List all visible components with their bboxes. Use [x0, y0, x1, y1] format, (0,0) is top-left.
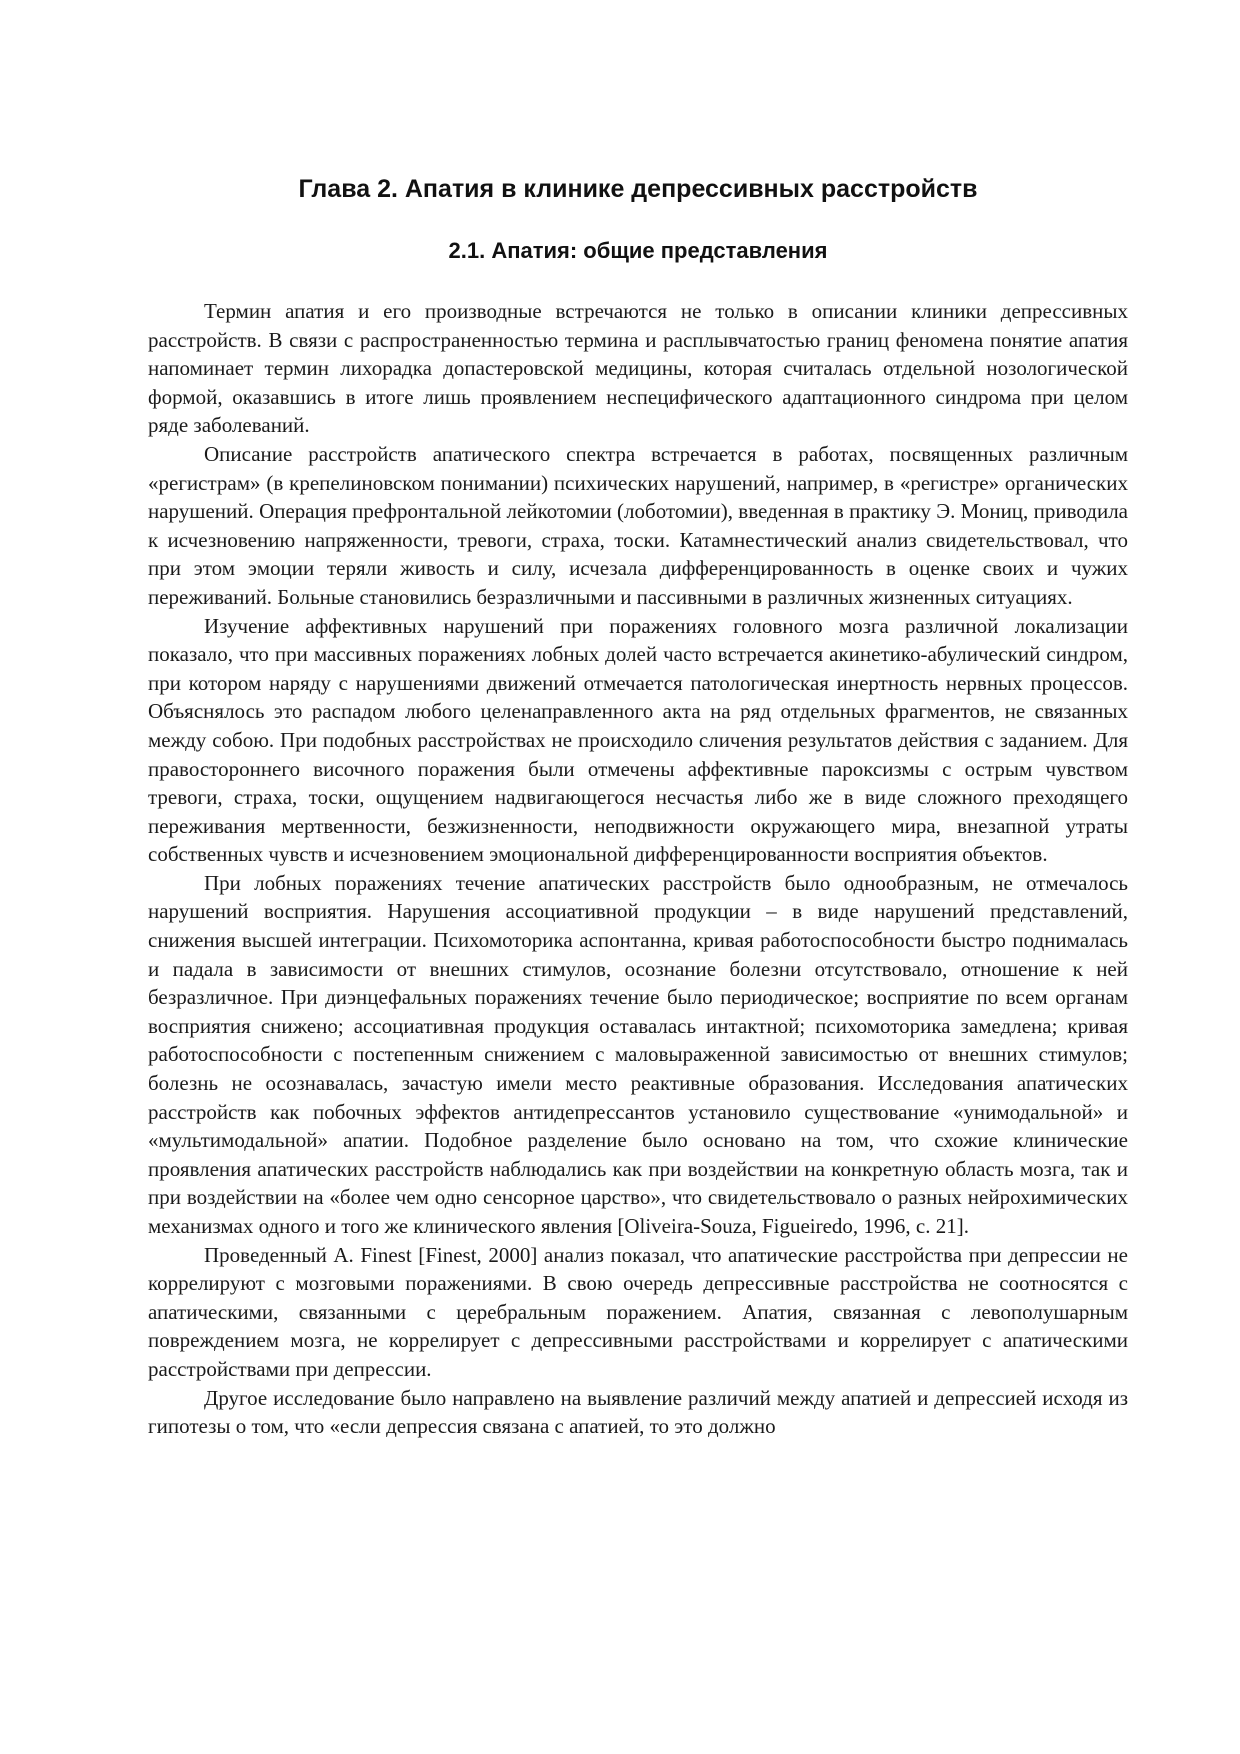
paragraph-2: Описание расстройств апатического спектра встречается в работах, посвященных различным «регистрам» (в крепелиновском понимании) психических нарушений, например, в «регистре» органических нарушений. Операция префронтальной лейкотомии (лоботомии), введенная в практику Э. Мониц, приводила к исчезновению напряженности, тревоги, страха, тоски. Катамнестический анализ свидетельствовал, что при этом эмоции теряли живость и силу, исчезала дифференцированность в оценке своих и чужих переживаний. Больные становились безразличными и пассивными в различных жизненных ситуациях. [148, 441, 1128, 609]
paragraph-3: Изучение аффективных нарушений при поражениях головного мозга различной локализации показало, что при массивных поражениях лобных долей часто встречается акинетико-абулический синдром, при котором наряду с нарушениями движений отмечается патологическая инертность нервных процессов. Объяснялось это распадом любого целенаправленного акта на ряд отдельных фрагментов, не связанных между собою. При подобных расстройствах не происходило сличения результатов действия с заданием. Для правостороннего височного поражения были отмечены аффективные пароксизмы с острым чувством тревоги, страха, тоски, ощущением надвигающегося несчастья либо же в виде сложного преходящего переживания мертвенности, безжизненности, неподвижности окружающего мира, внезапной утраты собственных чувств и исчезновением эмоциональной дифференцированности восприятия объектов. [148, 613, 1128, 867]
paragraph-1: Термин апатия и его производные встречаются не только в описании клиники депрессивных расстройств. В связи с распространенностью термина и расплывчатостью границ феномена понятие апатия напоминает термин лихорадка допастеровской медицины, которая считалась отдельной нозологической формой, оказавшись в итоге лишь проявлением неспецифического адаптационного синдрома при целом ряде заболеваний. [148, 299, 1128, 438]
paragraph-4: При лобных поражениях течение апатических расстройств было однообразным, не отмечалось нарушений восприятия. Нарушения ассоциативной продукции – в виде нарушений представлений, снижения высшей интеграции. Психомоторика аспонтанна, кривая работоспособности быстро поднималась и падала в зависимости от внешних стимулов, осознание болезни отсутствовало, отношение к ней безразличное. При диэнцефальных поражениях течение было периодическое; восприятие по всем органам восприятия снижено; ассоциативная продукция оставалась интактной; психомоторика замедлена; кривая работоспособности с постепенным снижением с маловыраженной зависимостью от внешних стимулов; болезнь не осознавалась, зачастую имели место реактивные образования. Исследования апатических расстройств как побочных эффектов антидепрессантов установило существование «унимодальной» и «мультимодальной» апатии. Подобное разделение было основано на том, что схожие клинические проявления апатических расстройств наблюдались как при воздействии на конкретную область мозга, так и при воздействии на «более чем одно сенсорное царство», что свидетельствовало о разных нейрохимических механизмах одного и того же клинического явления [Oliveira-Souza, Figueiredo, 1996, с. 21]. [148, 870, 1128, 1238]
paragraph-5: Проведенный A. Finest [Finest, 2000] анализ показал, что апатические расстройства при депрессии не коррелируют с мозговыми поражениями. В свою очередь депрессивные расстройства не соотносятся с апатическими, связанными с церебральным поражением. Апатия, связанная с левополушарным повреждением мозга, не коррелирует с депрессивными расстройствами и коррелирует с апатическими расстройствами при депрессии. [148, 1242, 1128, 1381]
chapter-title: Глава 2. Апатия в клинике депрессивных расстройств [298, 175, 978, 203]
paragraph-6: Другое исследование было направлено на выявление различий между апатией и депрессией исходя из гипотезы о том, что «если депрессия связана с апатией, то это должно [148, 1385, 1128, 1439]
body-text [148, 297, 1128, 1441]
section-title: 2.1. Апатия: общие представления [448, 238, 828, 263]
